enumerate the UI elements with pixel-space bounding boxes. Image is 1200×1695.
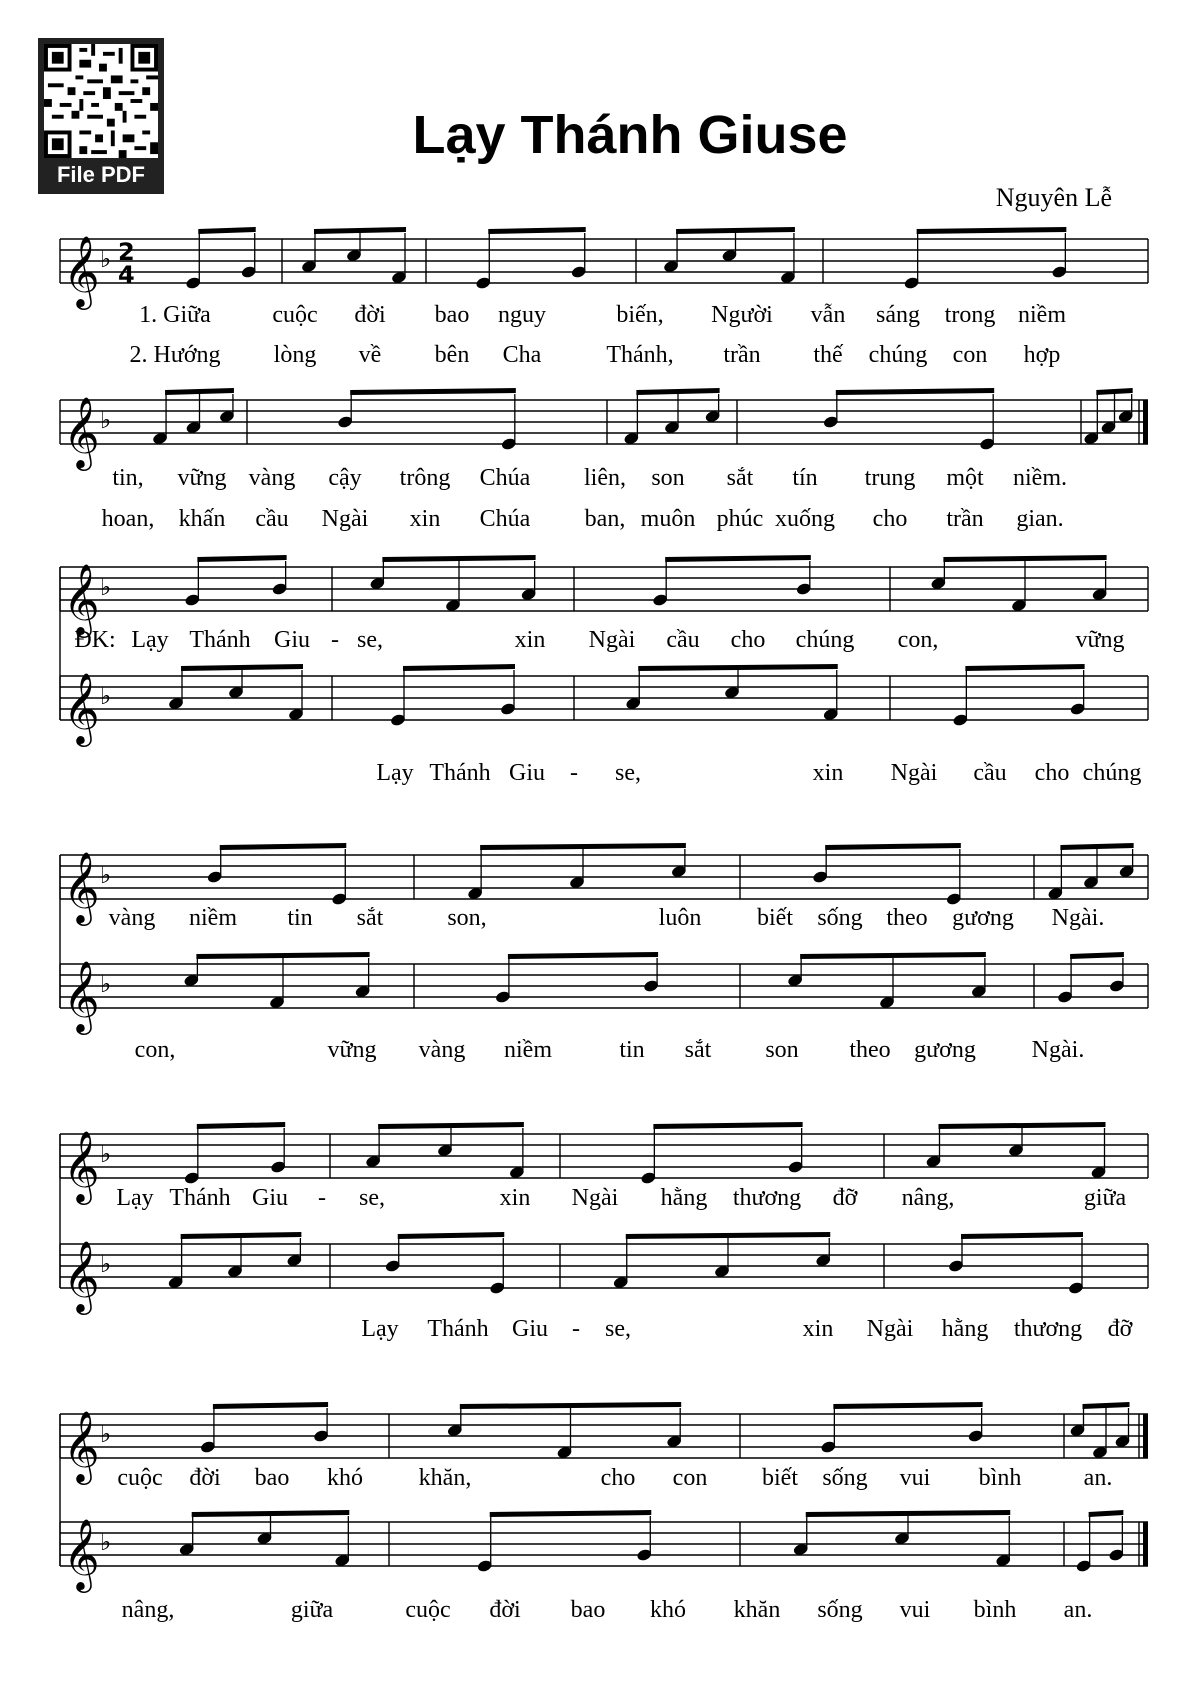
lyric-syllable: cho: [600, 1465, 636, 1491]
note-beam: [939, 1122, 1106, 1129]
note-beam: [943, 555, 1106, 562]
lyric-syllable: Thánh: [429, 760, 491, 786]
lyric-syllable: con,: [134, 1037, 176, 1063]
lyric-syllable: cậy: [328, 465, 362, 491]
lyric-syllable: cầu: [255, 506, 289, 532]
lyric-syllable: sống: [817, 905, 863, 931]
key-flat-icon: ♭: [100, 573, 112, 601]
lyric-syllable: bao: [434, 302, 470, 328]
lyric-syllable: niềm: [189, 905, 237, 931]
lyric-syllable: Thánh: [189, 627, 251, 653]
key-flat-icon: ♭: [100, 970, 112, 998]
lyric-syllable: Giu: [509, 760, 545, 786]
lyric-syllable: son,: [447, 905, 487, 931]
treble-clef-icon: 𝄞: [63, 675, 100, 743]
lyric-syllable: gương: [952, 905, 1014, 931]
note-beam: [198, 227, 255, 234]
lyric-syllable: cầu: [666, 627, 700, 653]
lyric-syllable: hợp: [1023, 342, 1061, 368]
lyric-syllable: trong: [944, 302, 996, 328]
lyric-syllable: thế: [813, 342, 843, 368]
lyric-syllable: giữa: [1083, 1185, 1127, 1211]
lyric-syllable: xin: [802, 1316, 834, 1342]
lyric-syllable: Giu: [274, 627, 310, 653]
lyric-syllable: khó: [650, 1597, 686, 1623]
lyric-syllable: 2. Hướng: [129, 342, 221, 368]
treble-clef-icon: 𝄞: [63, 1413, 100, 1481]
lyric-syllable: khăn,: [418, 1465, 472, 1491]
lyric-syllable: son: [651, 465, 685, 491]
key-flat-icon: ♭: [100, 245, 112, 273]
lyric-syllable: ĐK:: [74, 627, 116, 653]
lyric-syllable: nâng,: [901, 1185, 955, 1211]
lyric-syllable: bao: [254, 1465, 290, 1491]
file-pdf-label[interactable]: File PDF: [56, 162, 145, 187]
time-signature-top: 2: [118, 238, 135, 266]
composer-name: Nguyên Lễ: [995, 183, 1112, 212]
lyric-syllable: bên: [434, 342, 470, 368]
treble-clef-icon: 𝄞: [63, 854, 100, 922]
lyric-syllable: trông: [399, 465, 451, 491]
lyric-syllable: sống: [817, 1597, 863, 1623]
key-flat-icon: ♭: [100, 1140, 112, 1168]
lyric-syllable: cho: [872, 506, 908, 532]
treble-clef-icon: 𝄞: [63, 963, 100, 1031]
lyric-syllable: Lạy: [361, 1316, 399, 1342]
lyric-syllable: con: [952, 342, 988, 368]
lyric-syllable: theo: [886, 905, 928, 931]
note-beam: [1089, 1510, 1124, 1517]
note-beam: [165, 388, 234, 395]
note-beam: [213, 1402, 328, 1409]
lyric-syllable: trung: [864, 465, 916, 491]
lyric-syllable: nguy: [498, 302, 546, 328]
note-beam: [965, 664, 1084, 671]
lyric-syllable: đời: [189, 1465, 221, 1491]
lyric-syllable: xin: [514, 627, 546, 653]
lyric-syllable: sắt: [356, 905, 384, 931]
note-beam: [314, 227, 406, 234]
final-barline: [1143, 400, 1148, 444]
lyric-syllable: sống: [822, 1465, 868, 1491]
lyric-syllable: thương: [1013, 1316, 1083, 1342]
lyric-syllable: Ngài: [571, 1185, 619, 1211]
lyric-syllable: tin: [619, 1037, 645, 1063]
key-flat-icon: ♭: [100, 861, 112, 889]
lyric-syllable: con,: [897, 627, 939, 653]
song-title: Lạy Thánh Giuse: [412, 105, 848, 165]
key-flat-icon: ♭: [100, 1420, 112, 1448]
lyric-syllable: biết: [757, 905, 793, 931]
lyric-syllable: niềm.: [1013, 465, 1067, 491]
lyric-syllable: thương: [732, 1185, 802, 1211]
note-beam: [676, 227, 795, 234]
note-beam: [508, 952, 658, 959]
note-beam: [800, 952, 986, 959]
note-beam: [1060, 843, 1133, 850]
lyric-syllable: vững: [327, 1037, 377, 1063]
note-beam: [488, 227, 585, 234]
note-beam: [836, 388, 994, 395]
lyric-syllable: xin: [499, 1185, 531, 1211]
lyric-syllable: chúng: [1082, 760, 1142, 786]
lyric-syllable: xin: [409, 506, 441, 532]
lyric-syllable: se,: [357, 627, 383, 653]
lyric-syllable: cuộc: [117, 1465, 163, 1491]
lyric-syllable: vui: [899, 1597, 931, 1623]
treble-clef-icon: 𝄞: [63, 566, 100, 634]
lyric-syllable: trần: [723, 342, 761, 368]
lyric-syllable: Ngài: [866, 1316, 914, 1342]
treble-clef-icon: 𝄞: [63, 1133, 100, 1201]
lyric-syllable: niềm: [1018, 302, 1066, 328]
lyric-syllable: hoan,: [101, 506, 155, 532]
note-beam: [665, 555, 811, 562]
lyric-syllable: gương: [914, 1037, 976, 1063]
lyric-syllable: Lạy: [376, 760, 414, 786]
note-beam: [197, 555, 286, 562]
lyric-syllable: cuộc: [272, 302, 318, 328]
lyric-syllable: Ngài.: [1051, 905, 1105, 931]
lyric-syllable: bao: [570, 1597, 606, 1623]
note-beam: [403, 664, 515, 671]
note-beam: [806, 1510, 1011, 1517]
lyric-syllable: trần: [946, 506, 984, 532]
lyric-syllable: liên,: [584, 465, 626, 491]
note-beam: [638, 664, 838, 671]
lyric-syllable: se,: [359, 1185, 385, 1211]
lyric-syllable: vẫn: [810, 302, 846, 328]
lyric-syllable: ban,: [584, 506, 626, 532]
note-beam: [1083, 1402, 1130, 1409]
final-barline: [1143, 1414, 1148, 1458]
lyric-syllable: sắt: [726, 465, 754, 491]
lyric-syllable: chúng: [868, 342, 928, 368]
lyric-syllable: xin: [812, 760, 844, 786]
lyric-syllable: xuống: [775, 506, 835, 532]
lyric-syllable: về: [358, 342, 382, 368]
lyric-syllable: vững: [177, 465, 227, 491]
note-beam: [181, 1232, 302, 1239]
lyric-syllable: tin,: [112, 465, 144, 491]
lyric-syllable: vui: [899, 1465, 931, 1491]
note-beam: [192, 1510, 350, 1517]
lyric-syllable: se,: [615, 760, 641, 786]
lyric-syllable: Thánh: [427, 1316, 489, 1342]
lyric-syllable: chúng: [795, 627, 855, 653]
lyric-syllable: khó: [327, 1465, 363, 1491]
lyric-syllable: niềm: [504, 1037, 552, 1063]
lyric-syllable: Chúa: [479, 465, 531, 491]
key-flat-icon: ♭: [100, 1250, 112, 1278]
note-beam: [917, 227, 1067, 234]
note-beam: [350, 388, 516, 395]
lyric-syllable: vàng: [108, 905, 156, 931]
note-beam: [460, 1402, 681, 1409]
treble-clef-icon: 𝄞: [63, 238, 100, 306]
lyric-syllable: an.: [1063, 1597, 1093, 1623]
time-signature-bottom: 4: [118, 261, 135, 289]
lyric-syllable: vàng: [248, 465, 296, 491]
lyric-syllable: hằng: [660, 1185, 708, 1211]
lyric-syllable: Lạy: [131, 627, 169, 653]
key-flat-icon: ♭: [100, 406, 112, 434]
note-beam: [197, 1122, 285, 1129]
lyric-syllable: -: [331, 627, 339, 653]
lyric-syllable: đỡ: [1107, 1316, 1133, 1342]
lyric-syllable: sáng: [876, 302, 920, 328]
lyric-syllable: bình: [978, 1465, 1022, 1491]
lyric-syllable: tin: [287, 905, 313, 931]
note-beam: [181, 664, 303, 671]
lyric-syllable: đời: [354, 302, 386, 328]
lyric-syllable: Ngài.: [1031, 1037, 1085, 1063]
lyric-syllable: Thánh,: [606, 342, 674, 368]
lyric-syllable: -: [318, 1185, 326, 1211]
lyric-syllable: cho: [730, 627, 766, 653]
treble-clef-icon: 𝄞: [63, 399, 100, 467]
lyric-syllable: phúc: [716, 506, 764, 532]
lyric-syllable: -: [572, 1316, 580, 1342]
lyric-syllable: một: [946, 465, 984, 491]
lyric-syllable: muôn: [640, 506, 696, 532]
lyric-syllable: khăn: [733, 1597, 781, 1623]
lyric-syllable: luôn: [658, 905, 702, 931]
lyric-syllable: đời: [489, 1597, 521, 1623]
treble-clef-icon: 𝄞: [63, 1521, 100, 1589]
lyric-syllable: se,: [605, 1316, 631, 1342]
note-beam: [961, 1232, 1083, 1239]
note-beam: [196, 952, 369, 959]
lyric-syllable: an.: [1083, 1465, 1113, 1491]
note-beam: [833, 1402, 982, 1409]
lyric-syllable: tín: [792, 465, 818, 491]
key-flat-icon: ♭: [100, 1528, 112, 1556]
lyric-syllable: sắt: [684, 1037, 712, 1063]
lyric-syllable: Ngài: [321, 506, 369, 532]
lyric-syllable: Ngài: [588, 627, 636, 653]
note-beam: [378, 1122, 524, 1129]
note-beam: [398, 1232, 505, 1239]
lyric-syllable: Thánh: [169, 1185, 231, 1211]
lyric-syllable: cầu: [973, 760, 1007, 786]
lyric-syllable: nâng,: [121, 1597, 175, 1623]
lyric-syllable: bình: [973, 1597, 1017, 1623]
lyric-syllable: Giu: [512, 1316, 548, 1342]
lyric-syllable: cuộc: [405, 1597, 451, 1623]
lyric-syllable: son: [765, 1037, 799, 1063]
lyric-syllable: -: [570, 760, 578, 786]
lyric-syllable: cho: [1034, 760, 1070, 786]
lyric-syllable: vàng: [418, 1037, 466, 1063]
lyric-syllable: con: [672, 1465, 708, 1491]
lyric-syllable: vững: [1075, 627, 1125, 653]
note-beam: [626, 1232, 831, 1239]
note-beam: [490, 1510, 652, 1517]
note-beam: [1070, 952, 1124, 959]
final-barline: [1143, 1522, 1148, 1566]
lyric-syllable: biến,: [616, 302, 664, 328]
note-beam: [825, 843, 961, 850]
lyric-syllable: khấn: [178, 506, 226, 532]
note-beam: [480, 843, 686, 850]
note-beam: [382, 555, 535, 562]
note-beam: [653, 1122, 802, 1129]
note-beam: [220, 843, 347, 850]
key-flat-icon: ♭: [100, 682, 112, 710]
lyric-syllable: gian.: [1016, 506, 1064, 532]
note-beam: [1096, 388, 1132, 395]
lyric-syllable: theo: [849, 1037, 891, 1063]
note-beam: [636, 388, 719, 395]
lyric-syllable: 1. Giữa: [139, 302, 211, 328]
lyric-syllable: Giu: [252, 1185, 288, 1211]
lyric-syllable: hằng: [941, 1316, 989, 1342]
lyric-syllable: biết: [762, 1465, 798, 1491]
lyric-syllable: Chúa: [479, 506, 531, 532]
treble-clef-icon: 𝄞: [63, 1243, 100, 1311]
lyric-syllable: giữa: [290, 1597, 334, 1623]
lyric-syllable: Lạy: [116, 1185, 154, 1211]
lyric-syllable: Ngài: [890, 760, 938, 786]
lyric-syllable: đỡ: [832, 1185, 858, 1211]
lyric-syllable: Người: [711, 302, 773, 328]
lyric-syllable: lòng: [273, 342, 317, 368]
lyric-syllable: Cha: [502, 342, 542, 368]
